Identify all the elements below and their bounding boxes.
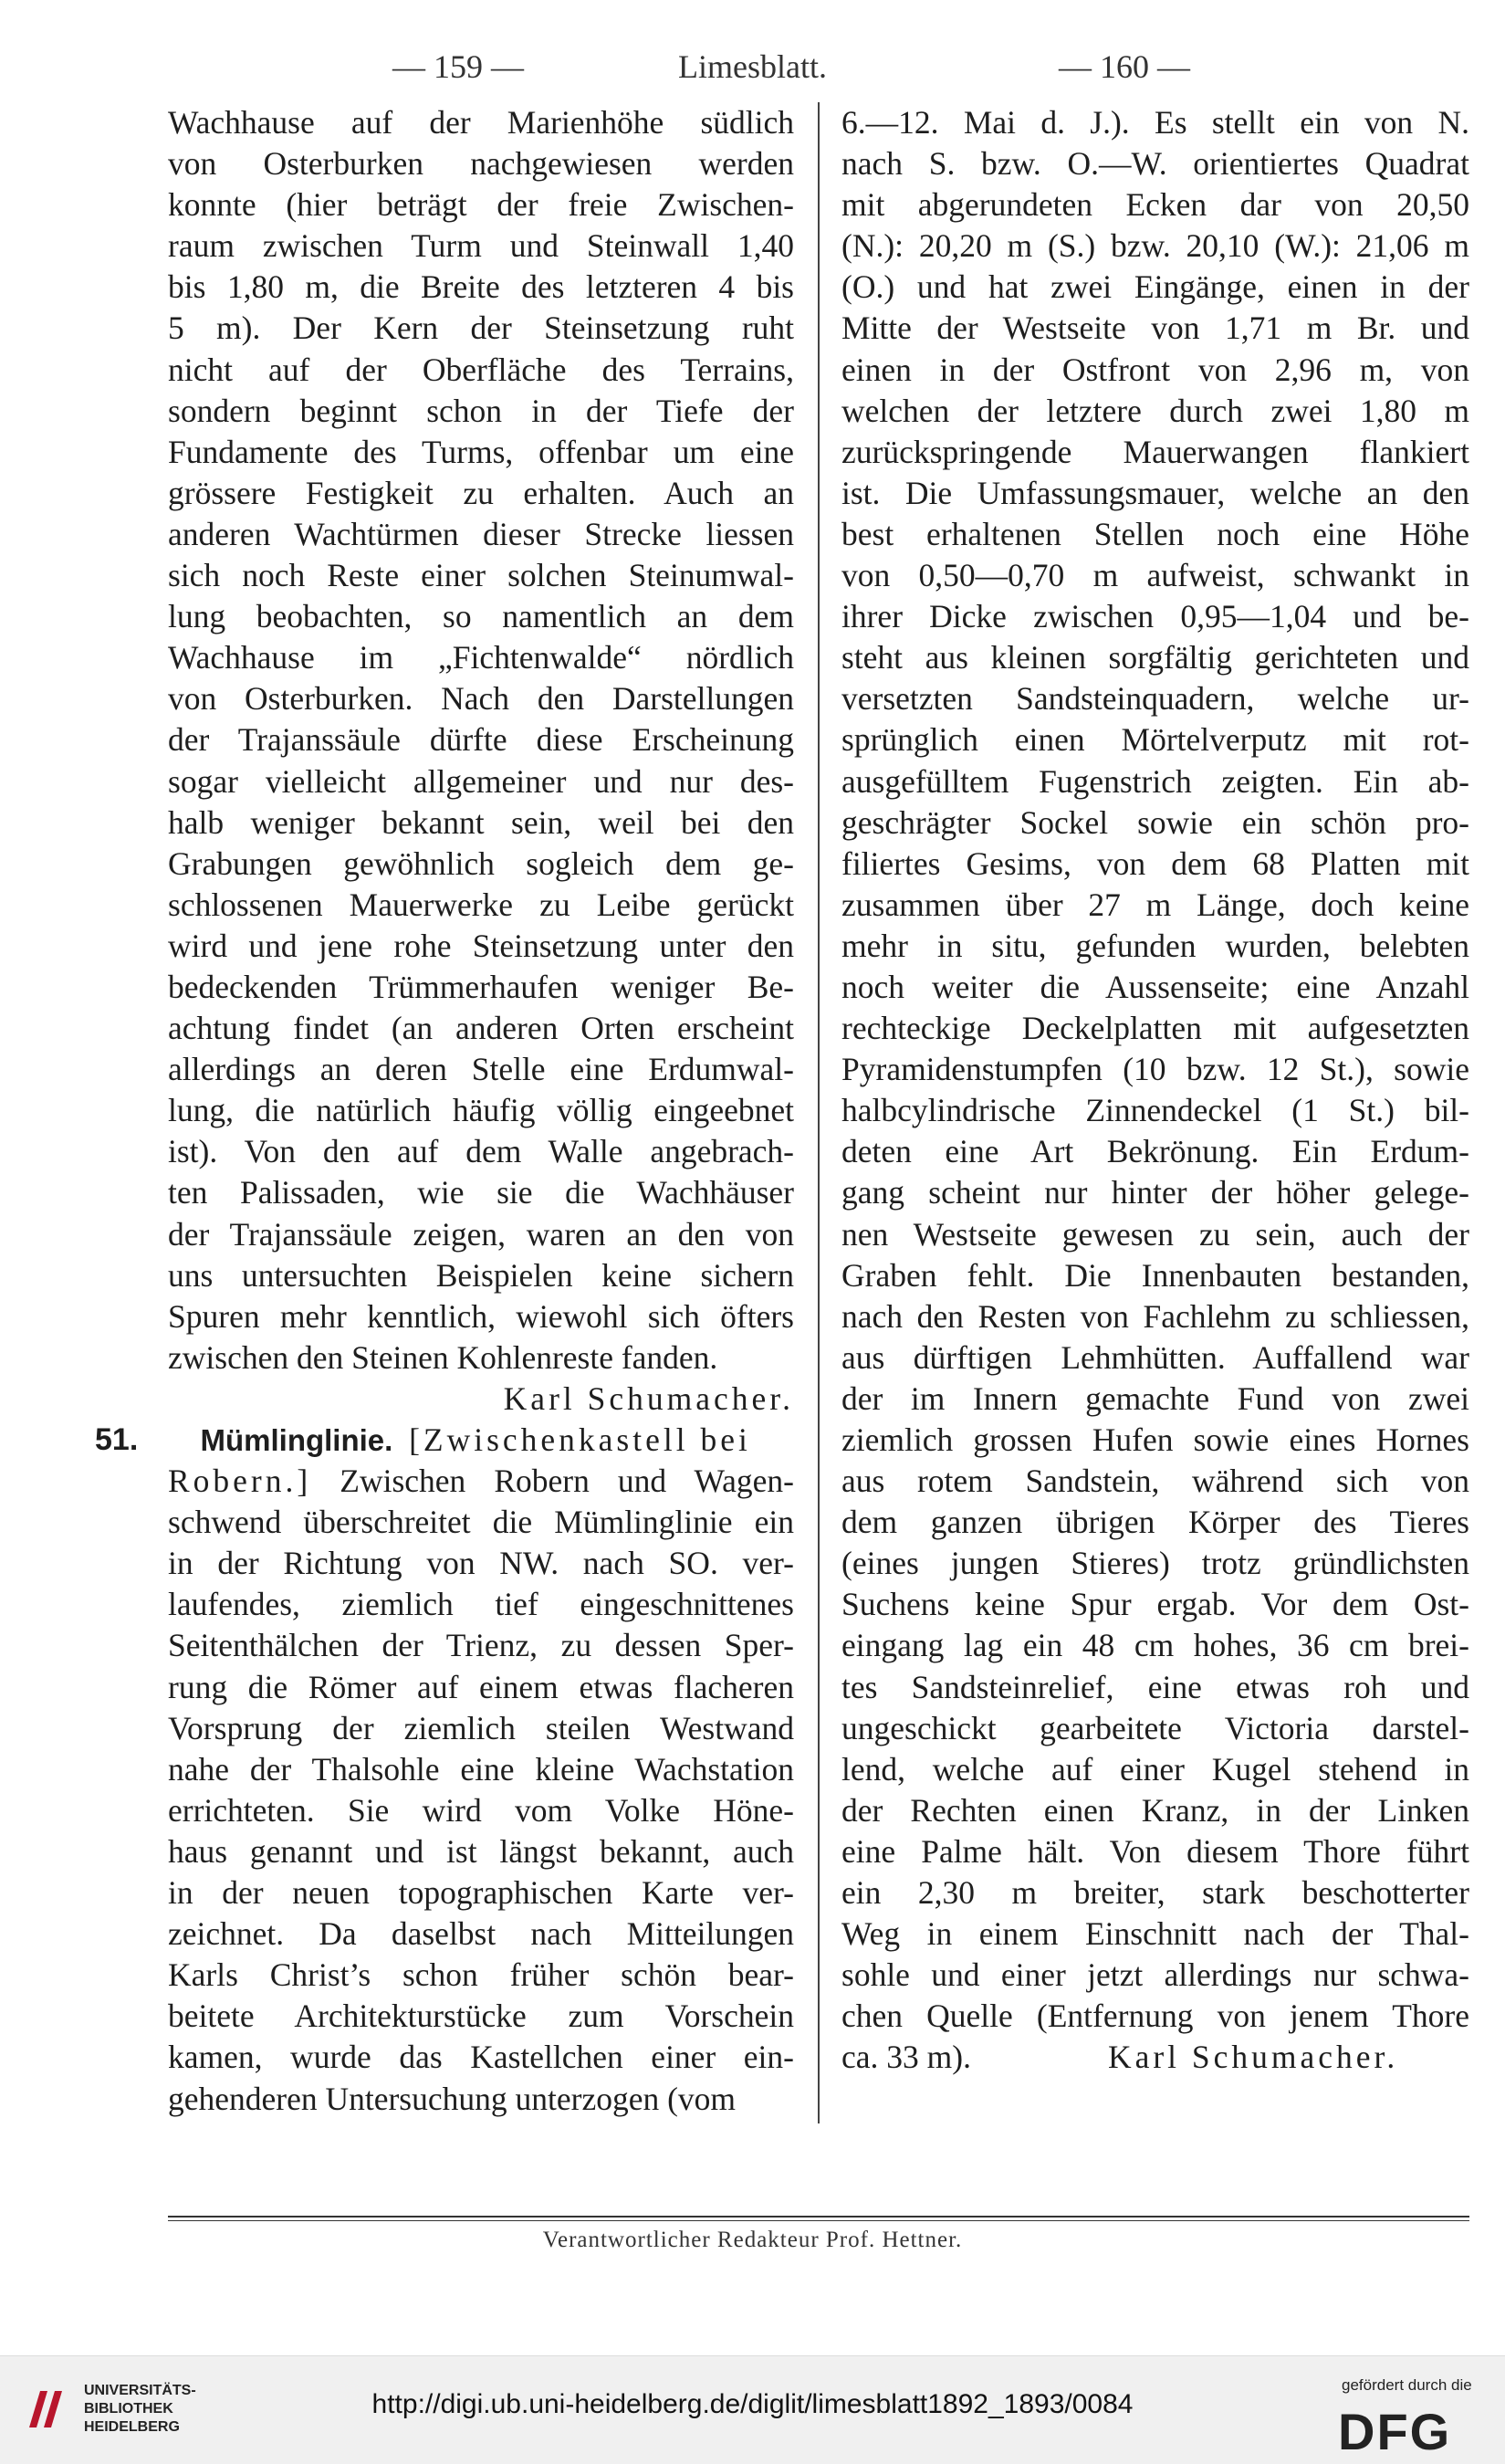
section-heading-line-2 [168,1461,794,1502]
text-line: zwischen den Steinen Kohlenreste fanden. [168,1338,718,1376]
text-line: aus dürftigen Lehmhütten. Auffallend war [841,1338,1469,1376]
text-line: sich noch Reste einer solchen Steinumwal- [168,557,794,594]
text-line: filiertes Gesims, von dem 68 Platten mit [841,844,1469,882]
text-line: tes Sandsteinrelief, eine etwas roh und [841,1668,1469,1705]
text-line: von Osterburken. Nach den Darstellungen [168,680,794,718]
text-line: sondern beginnt schon in der Tiefe der [168,392,794,429]
text-line: der Trajanssäule dürfte diese Erscheinung [168,721,794,759]
text-line: nen Westseite gewesen zu sein, auch der [841,1215,1469,1253]
text-line: uns untersuchten Beispielen keine sichern [168,1256,794,1294]
text-line: Mitte der Westseite von 1,71 m Br. und [841,309,1469,347]
text-line: Weg in einem Einschnitt nach der Thal- [841,1915,1469,1953]
library-name-line: BIBLIOTHEK [84,2401,173,2417]
text-line: ausgefülltem Fugenstrich zeigten. Ein ab- [841,762,1469,800]
text-line: rechteckige Deckelplatten mit aufgesetzten [841,1010,1469,1047]
text-line: lend, welche auf einer Kugel stehend in [841,1750,1469,1788]
text-line: einen in der Ostfront von 2,96 m, von [841,351,1469,388]
text-line: Vorsprung der ziemlich steilen Westwand [168,1709,794,1746]
text-line: zeichnet. Da daselbst nach Mitteilungen [168,1915,794,1953]
section-heading-line [95,1420,794,1461]
author-signature: Karl Schumacher. [503,1379,794,1417]
text-line: ihrer Dicke zwischen 0,95—1,04 und be- [841,598,1469,635]
text-line: ziemlich grossen Hufen sowie eines Hornes [841,1421,1469,1458]
text-line: Karls Christ’s schon früher schön bear- [168,1956,794,1994]
text-line: allerdings an deren Stelle eine Erdumwal- [168,1051,794,1088]
text-line: kamen, wurde das Kastellchen einer ein- [168,2039,794,2076]
text-line: Suchens keine Spur ergab. Vor dem Ost- [841,1586,1469,1623]
text-line: 6.—12. Mai d. J.). Es stellt ein von N. [841,104,1469,141]
permalink-url[interactable]: http://digi.ub.uni-heidelberg.de/diglit/limesblatt1892_1893/0084 [371,2389,1134,2419]
left-page-number: — 159 — [392,48,524,85]
text-line: bis 1,80 m, die Breite des letzteren 4 bis [168,268,794,306]
text-line: welchen der letztere durch zwei 1,80 m [841,392,1469,429]
journal-title: Limesblatt. [678,48,827,85]
text-line: Seitenthälchen der Trienz, zu dessen Sper- [168,1627,794,1664]
section-first-line-rest: Zwischen Robern und Wagen- [340,1463,794,1500]
text-line: steht aus kleinen sorgfältig gerichteten und [841,639,1469,676]
text-line: grössere Festigkeit zu erhalten. Auch an [168,474,794,511]
text-line: nach S. bzw. O.—W. orientiertes Quadrat [841,145,1469,183]
text-line: ten Palissaden, wie sie die Wachhäuser [168,1174,794,1211]
text-line: bedeckenden Trümmerhaufen weniger Be- [168,968,794,1005]
right-final-text: ca. 33 m). [841,2039,971,2076]
text-line: eine Palme hält. Von diesem Thore führt [841,1832,1469,1870]
text-line: Grabungen gewöhnlich sogleich dem ge- [168,844,794,882]
text-line: Pyramidenstumpfen (10 bzw. 12 St.), sowie [841,1051,1469,1088]
text-line: laufendes, ziemlich tief eingeschnittenes [168,1586,794,1623]
text-line: anderen Wachtürmen dieser Strecke liessen [168,515,794,552]
text-line: gang scheint nur hinter der höher gelege- [841,1174,1469,1211]
text-line: dem ganzen übrigen Körper des Tieres [841,1504,1469,1541]
text-line: deten eine Art Bekrönung. Ein Erdum- [841,1133,1469,1170]
text-line: konnte (hier beträgt der freie Zwischen- [168,186,794,224]
text-line: Spuren mehr kenntlich, wiewohl sich öfters [168,1297,794,1335]
text-line: Fundamente des Turms, offenbar um eine [168,433,794,470]
text-line: zurückspringende Mauerwangen flankiert [841,433,1469,470]
page-header [0,47,1505,93]
right-column [841,102,1469,2079]
text-line: schlossenen Mauerwerke zu Leibe gerückt [168,886,794,923]
text-line: ist. Die Umfassungsmauer, welche an den [841,474,1469,511]
library-name-line: HEIDELBERG [84,2419,180,2435]
right-page-number: — 160 — [1059,48,1190,85]
text-line: (O.) und hat zwei Eingänge, einen in der [841,268,1469,306]
text-line: der Trajanssäule zeigen, waren an den von [168,1215,794,1253]
text-line: eingang lag ein 48 cm hohes, 36 cm brei- [841,1627,1469,1664]
text-line: von 0,50—0,70 m aufweist, schwankt in [841,557,1469,594]
text-line: Wachhause auf der Marienhöhe südlich [168,104,794,141]
right-final-line [841,2037,1469,2078]
text-line: ein 2,30 m breiter, stark beschotterter [841,1874,1469,1912]
text-line: sohle und einer jetzt allerdings nur schwa- [841,1956,1469,1994]
text-line: lung beobachten, so namentlich an dem [168,598,794,635]
text-line: errichteten. Sie wird vom Volke Höne- [168,1791,794,1829]
left-column [95,102,794,2120]
text-line: best erhaltenen Stellen noch eine Höhe [841,515,1469,552]
text-line: ist). Von den auf dem Walle angebrach- [168,1133,794,1170]
funding-note: gefördert durch die [1342,2376,1472,2394]
text-line: chen Quelle (Entfernung von jenem Thore [841,1997,1469,2035]
text-line: beitete Architekturstücke zum Vorschein [168,1997,794,2035]
section-subtitle: [Zwischenkastell bei [409,1421,751,1458]
text-line: mit abgerundeten Ecken dar von 20,50 [841,186,1469,224]
text-line: lung, die natürlich häufig völlig eingeebnet [168,1092,794,1129]
section-number: 51. [95,1422,139,1457]
text-line: halb weniger bekannt sein, weil bei den [168,803,794,841]
text-line: mehr in situ, gefunden wurden, belebten [841,927,1469,964]
text-line: nahe der Thalsohle eine kleine Wachstation [168,1750,794,1788]
footer-rule-bottom [168,2220,1469,2221]
column-divider [818,102,820,2123]
text-line: gehenderen Untersuchung unterzogen (vom [168,2080,737,2117]
text-line: ungeschickt gearbeitete Victoria darstel- [841,1709,1469,1746]
text-line: schwend überschreitet die Mümlinglinie ein [168,1504,794,1541]
text-line: achtung findet (an anderen Orten erscheint [168,1010,794,1047]
footer-rule-top [168,2216,1469,2218]
text-line: nicht auf der Oberfläche des Terrains, [168,351,794,388]
text-line: der im Innern gemachte Fund von zwei [841,1379,1469,1417]
author-signature: Karl Schumacher. [1107,2039,1399,2076]
text-line: in der Richtung von NW. nach SO. ver- [168,1545,794,1582]
text-line: aus rotem Sandstein, während sich von [841,1463,1469,1500]
text-line: noch weiter die Aussenseite; eine Anzahl [841,968,1469,1005]
text-line: Graben fehlt. Die Innenbauten bestanden, [841,1256,1469,1294]
text-line: in der neuen topographischen Karte ver- [168,1874,794,1912]
library-name-line: UNIVERSITÄTS- [84,2383,196,2398]
library-footer-bar [0,2355,1505,2464]
section-subtitle-2: Robern.] [168,1463,312,1500]
text-line: (N.): 20,20 m (S.) bzw. 20,10 (W.): 21,06 m [841,227,1469,265]
text-line: Wachhause im „Fichtenwalde“ nördlich [168,639,794,676]
text-line: raum zwischen Turm und Steinwall 1,40 [168,227,794,265]
text-line: sogar vielleicht allgemeiner und nur des- [168,762,794,800]
text-line: zusammen über 27 m Länge, doch keine [841,886,1469,923]
text-line: halbcylindrische Zinnendeckel (1 St.) bil- [841,1092,1469,1129]
text-line: rung die Römer auf einem etwas flacheren [168,1668,794,1705]
text-line: der Rechten einen Kranz, in der Linken [841,1791,1469,1829]
text-line: (eines jungen Stieres) trotz gründlichsten [841,1545,1469,1582]
text-line: von Osterburken nachgewiesen werden [168,145,794,183]
text-line: sprünglich einen Mörtelverputz mit rot- [841,721,1469,759]
text-line: haus genannt und ist längst bekannt, auch [168,1832,794,1870]
text-line: geschrägter Sockel sowie ein schön pro- [841,803,1469,841]
text-line: nach den Resten von Fachlehm zu schliessen, [841,1297,1469,1335]
editor-credit: Verantwortlicher Redakteur Prof. Hettner. [542,2228,963,2252]
text-line: versetzten Sandsteinquadern, welche ur- [841,680,1469,718]
section-title: Mümlinglinie. [200,1423,393,1457]
text-line: 5 m). Der Kern der Steinsetzung ruht [168,309,794,347]
text-line: wird und jene rohe Steinsetzung unter den [168,927,794,964]
dfg-logo: DFG [1338,2403,1452,2460]
